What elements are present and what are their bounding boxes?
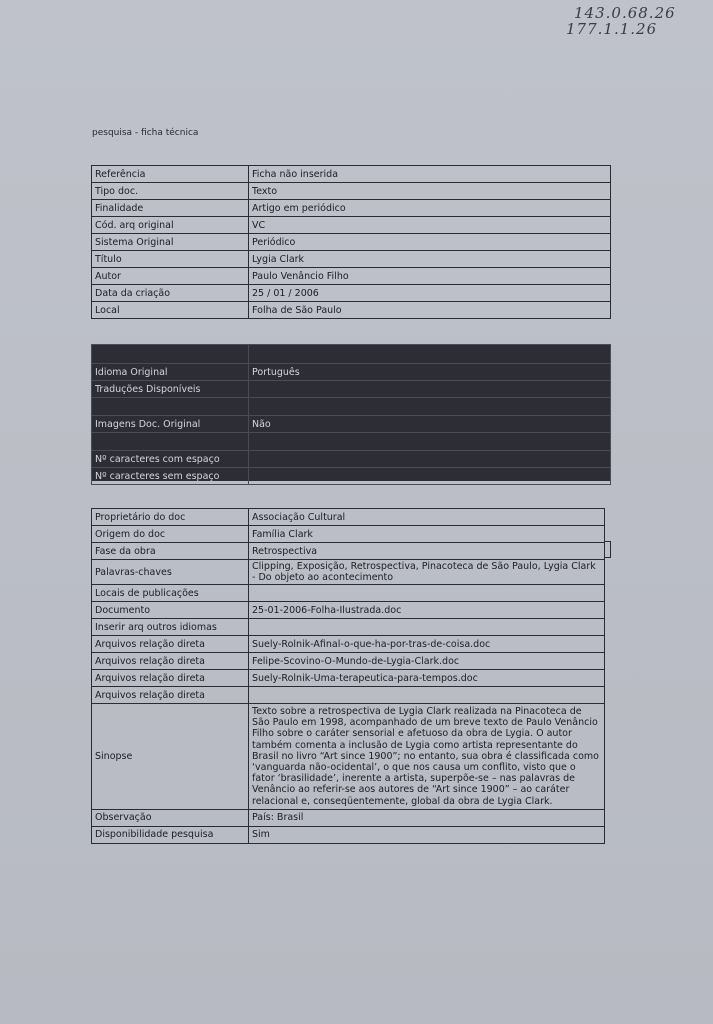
- row-value: Texto: [249, 183, 611, 200]
- row-key: Observação: [92, 809, 249, 826]
- row-key: Disponibilidade pesquisa: [92, 826, 249, 843]
- table-row: [92, 670, 605, 687]
- table-row: [92, 560, 605, 585]
- table-row: [92, 687, 605, 704]
- table-row: [92, 416, 611, 433]
- row-key: Arquivos relação direta: [92, 687, 249, 704]
- row-value: Família Clark: [249, 526, 605, 543]
- table-row: [92, 234, 611, 251]
- row-value: [249, 468, 611, 485]
- row-value: Paulo Venâncio Filho: [249, 268, 611, 285]
- table-row: [92, 636, 605, 653]
- record-table-general: [91, 165, 611, 319]
- table-row: [92, 526, 605, 543]
- table-edge-mark: [605, 541, 611, 558]
- row-key: Origem do doc: [92, 526, 249, 543]
- row-value: Retrospectiva: [249, 543, 605, 560]
- row-value: Português: [249, 364, 611, 381]
- row-value: Texto sobre a retrospectiva de Lygia Clark realizada na Pinacoteca de São Paulo em 1998, acompanhado de um breve texto de Paulo Venâncio Filho sobre o caráter sensorial e afetuoso da obra de Lygia. O autor também comenta a inclusão de Lygia como artista representante do Brasil no livro “Art since 1900”; no entanto, sua obra é classificada como ‘vanguarda não-ocidental’, o que nos causa um conflito, visto que o fator ‘brasilidade’, inerente a artista, superpõe-se – nas palavras de Venâncio ao referir-se aos autores de “Art since 1900” – ao caráter relacional e, conseqüentemente, global da obra de Lygia Clark.: [249, 704, 605, 810]
- table-row: [92, 200, 611, 217]
- table-row: [92, 433, 611, 451]
- row-value: País: Brasil: [249, 809, 605, 826]
- row-key: Inserir arq outros idiomas: [92, 619, 249, 636]
- row-key: Palavras-chaves: [92, 560, 249, 585]
- row-key: Autor: [92, 268, 249, 285]
- table-row: [92, 704, 605, 810]
- row-key: Traduções Disponíveis: [92, 381, 249, 398]
- table-row: [92, 364, 611, 381]
- row-value: Periódico: [249, 234, 611, 251]
- row-key: Idioma Original: [92, 364, 249, 381]
- table-row: [92, 602, 605, 619]
- row-key: Sinopse: [92, 704, 249, 810]
- record-table-details: [91, 508, 605, 844]
- row-key: Arquivos relação direta: [92, 670, 249, 687]
- row-key: Tipo doc.: [92, 183, 249, 200]
- table-row: [92, 398, 611, 416]
- table-row: [92, 809, 605, 826]
- row-value: [249, 381, 611, 398]
- row-value: Ficha não inserida: [249, 166, 611, 183]
- row-key: Documento: [92, 602, 249, 619]
- row-value: Felipe-Scovino-O-Mundo-de-Lygia-Clark.doc: [249, 653, 605, 670]
- table-row: [92, 509, 605, 526]
- row-key: Sistema Original: [92, 234, 249, 251]
- row-value: Suely-Rolnik-Uma-terapeutica-para-tempos.doc: [249, 670, 605, 687]
- row-key: Nº caracteres com espaço: [92, 451, 249, 468]
- row-key: Fase da obra: [92, 543, 249, 560]
- row-key: Proprietário do doc: [92, 509, 249, 526]
- table-row: [92, 468, 611, 485]
- table-row: [92, 217, 611, 234]
- row-key: Locais de publicações: [92, 585, 249, 602]
- row-value: VC: [249, 217, 611, 234]
- row-key: Arquivos relação direta: [92, 653, 249, 670]
- table-row: [92, 345, 611, 364]
- row-value: Associação Cultural: [249, 509, 605, 526]
- row-value: Clipping, Exposição, Retrospectiva, Pinacoteca de São Paulo, Lygia Clark - Do objeto ao acontecimento: [249, 560, 605, 585]
- row-key: Finalidade: [92, 200, 249, 217]
- table-row: [92, 619, 605, 636]
- table-row: [92, 653, 605, 670]
- table-row: [92, 251, 611, 268]
- page-heading: pesquisa - ficha técnica: [92, 128, 199, 138]
- row-value: Folha de São Paulo: [249, 302, 611, 319]
- row-value: [249, 585, 605, 602]
- table-row: [92, 826, 605, 843]
- handwritten-code-2: 177.1.1.26: [566, 20, 658, 38]
- row-key: Local: [92, 302, 249, 319]
- row-key: Referência: [92, 166, 249, 183]
- row-value: Não: [249, 416, 611, 433]
- row-value: 25-01-2006-Folha-Ilustrada.doc: [249, 602, 605, 619]
- table-row: [92, 451, 611, 468]
- handwritten-code-1: 143.0.68.26: [574, 4, 676, 22]
- table-row: [92, 543, 605, 560]
- row-value: [249, 687, 605, 704]
- row-value: Lygia Clark: [249, 251, 611, 268]
- row-value: 25 / 01 / 2006: [249, 285, 611, 302]
- table-row: [92, 166, 611, 183]
- row-value: Artigo em periódico: [249, 200, 611, 217]
- row-key: Título: [92, 251, 249, 268]
- row-key: Imagens Doc. Original: [92, 416, 249, 433]
- table-row: [92, 183, 611, 200]
- language-panel: [91, 344, 611, 481]
- row-key: Arquivos relação direta: [92, 636, 249, 653]
- table-row: [92, 302, 611, 319]
- table-row: [92, 268, 611, 285]
- table-row: [92, 585, 605, 602]
- row-key: Nº caracteres sem espaço: [92, 468, 249, 485]
- row-key: Cód. arq original: [92, 217, 249, 234]
- table-row: [92, 381, 611, 398]
- row-value: [249, 619, 605, 636]
- record-table-language: [91, 344, 611, 485]
- row-value: Sim: [249, 826, 605, 843]
- row-value: [249, 451, 611, 468]
- table-row: [92, 285, 611, 302]
- row-key: Data da criação: [92, 285, 249, 302]
- row-value: Suely-Rolnik-Afinal-o-que-ha-por-tras-de-coisa.doc: [249, 636, 605, 653]
